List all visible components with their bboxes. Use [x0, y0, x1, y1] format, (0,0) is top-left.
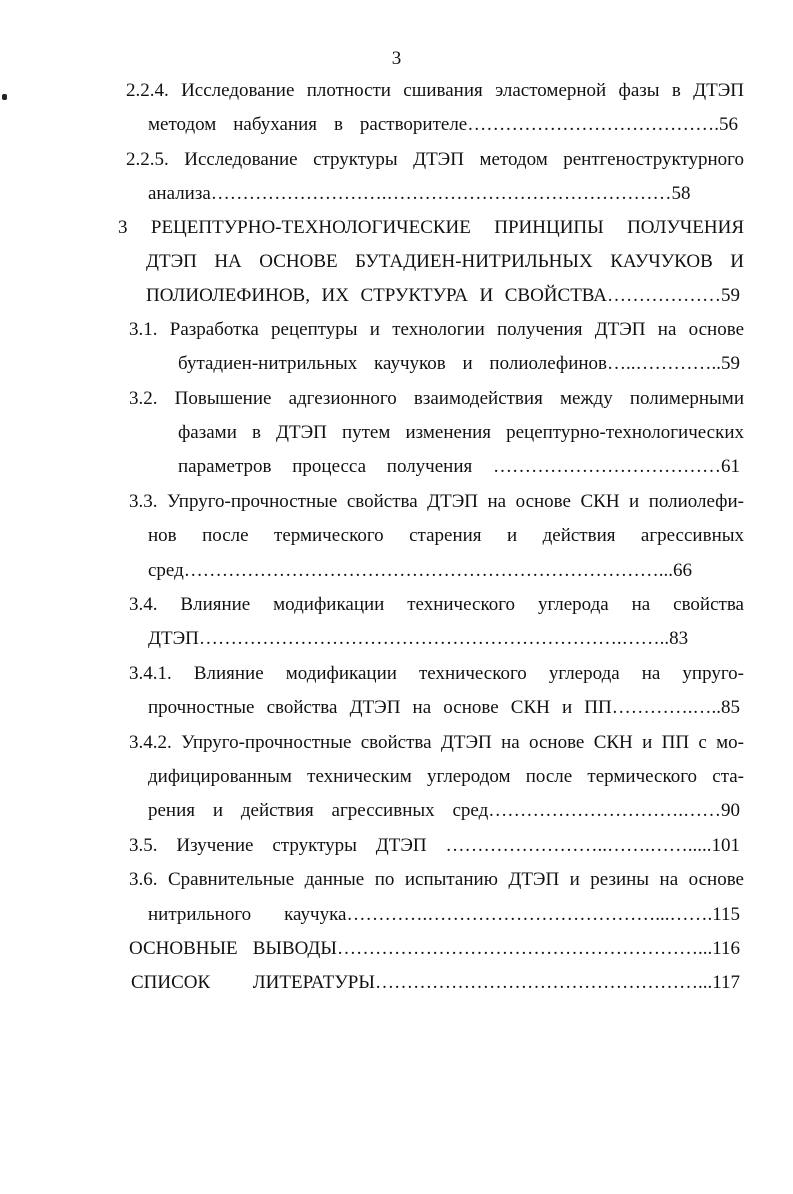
toc-line: нов после термического старения и действия агрессивных: [148, 525, 744, 546]
toc-chapter-line: 3 РЕЦЕПТУРНО-ТЕХНОЛОГИЧЕСКИЕ ПРИНЦИПЫ ПОЛУЧЕНИЯ: [118, 217, 744, 238]
toc-chapter-line: ДТЭП НА ОСНОВЕ БУТАДИЕН-НИТРИЛЬНЫХ КАУЧУКОВ И: [146, 251, 744, 272]
toc-line: 2.2.4. Исследование плотности сшивания эластомерной фазы в ДТЭП: [126, 80, 744, 101]
toc-line: анализа……………………….………………………………………58: [148, 183, 691, 204]
toc-line: 3.2. Повышение адгезионного взаимодействия между полимерными: [129, 388, 744, 409]
toc-line: ДТЭП………………………………………………………….……..83: [148, 628, 689, 649]
toc-line: 3.4. Влияние модификации технического углерода на свойства: [129, 594, 744, 615]
toc-line: 3.1. Разработка рецептуры и технологии получения ДТЭП на основе: [129, 319, 744, 340]
toc-line: бутадиен-нитрильных каучуков и полиолефинов…..…………..59: [178, 353, 740, 374]
page-number: 3: [391, 48, 402, 69]
toc-chapter-line: ПОЛИОЛЕФИНОВ, ИХ СТРУКТУРА И СВОЙСТВА………………59: [146, 285, 740, 306]
toc-line: ОСНОВНЫЕ ВЫВОДЫ…………………………………………………...116: [129, 938, 740, 959]
toc-line: 3.4.1. Влияние модификации технического углерода на упруго-: [129, 663, 744, 684]
toc-line: фазами в ДТЭП путем изменения рецептурно-технологических: [178, 422, 744, 443]
toc-line: параметров процесса получения ………………………………61: [178, 456, 740, 477]
toc-line: 3.5. Изучение структуры ДТЭП ……………………..…….…….....101: [129, 835, 740, 856]
toc-line: 3.4.2. Упруго-прочностные свойства ДТЭП на основе СКН и ПП с мо-: [129, 732, 744, 753]
toc-line: сред…………………………………………………………………...66: [148, 560, 693, 581]
toc-line: рения и действия агрессивных сред………………………….……90: [148, 800, 740, 821]
toc-line: 2.2.5. Исследование структуры ДТЭП методом рентгеноструктурного: [126, 149, 744, 170]
toc-line: нитрильного каучука………….………………………………...…….115: [148, 904, 740, 925]
toc-line: дифицированным техническим углеродом после термического ста-: [148, 766, 744, 787]
toc-line: 3.6. Сравнительные данные по испытанию ДТЭП и резины на основе: [129, 869, 744, 890]
toc-line: методом набухания в растворителе………………………………….56: [148, 114, 738, 135]
toc-line: СПИСОК ЛИТЕРАТУРЫ……………………………………………...117: [131, 972, 740, 993]
scan-mark: [2, 94, 7, 100]
toc-line: 3.3. Упруго-прочностные свойства ДТЭП на основе СКН и полиолефи-: [129, 491, 744, 512]
toc-line: прочностные свойства ДТЭП на основе СКН и ПП………….…..85: [148, 697, 740, 718]
